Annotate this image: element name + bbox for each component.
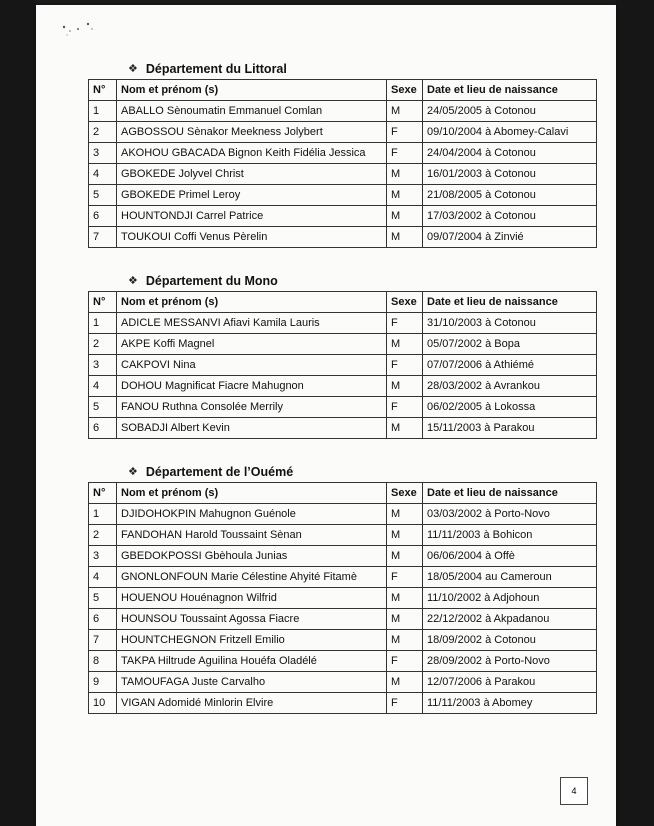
column-header-date: Date et lieu de naissance	[423, 80, 597, 101]
table-row	[89, 609, 597, 630]
cell-date: 28/03/2002 à Avrankou	[423, 376, 597, 397]
students-table	[88, 291, 597, 439]
diamond-bullet-icon: ❖	[128, 466, 138, 478]
table-row	[89, 418, 597, 439]
cell-sexe: M	[387, 630, 423, 651]
table-row	[89, 185, 597, 206]
cell-name: VIGAN Adomidé Minlorin Elvire	[117, 693, 387, 714]
cell-sexe: M	[387, 504, 423, 525]
cell-sexe: M	[387, 185, 423, 206]
table-row	[89, 672, 597, 693]
cell-name: GNONLONFOUN Marie Célestine Ahyité Fitamè	[117, 567, 387, 588]
diamond-bullet-icon: ❖	[128, 63, 138, 75]
section-oueme	[88, 462, 596, 714]
cell-sexe: F	[387, 355, 423, 376]
table-row	[89, 143, 597, 164]
table-row	[89, 206, 597, 227]
cell-no: 2	[89, 525, 117, 546]
cell-date: 11/11/2003 à Abomey	[423, 693, 597, 714]
column-header-sexe: Sexe	[387, 483, 423, 504]
table-row	[89, 588, 597, 609]
column-header-name: Nom et prénom (s)	[117, 483, 387, 504]
cell-name: ADICLE MESSANVI Afiavi Kamila Lauris	[117, 313, 387, 334]
table-row	[89, 313, 597, 334]
cell-sexe: F	[387, 693, 423, 714]
cell-date: 28/09/2002 à Porto-Novo	[423, 651, 597, 672]
cell-name: AKOHOU GBACADA Bignon Keith Fidélia Jessica	[117, 143, 387, 164]
cell-date: 06/06/2004 à Offè	[423, 546, 597, 567]
cell-sexe: F	[387, 397, 423, 418]
table-row	[89, 567, 597, 588]
cell-sexe: M	[387, 588, 423, 609]
diamond-bullet-icon: ❖	[128, 275, 138, 287]
cell-sexe: M	[387, 376, 423, 397]
cell-sexe: F	[387, 651, 423, 672]
cell-date: 18/09/2002 à Cotonou	[423, 630, 597, 651]
table-row	[89, 651, 597, 672]
table-row	[89, 630, 597, 651]
cell-no: 3	[89, 143, 117, 164]
cell-sexe: F	[387, 143, 423, 164]
cell-name: GBOKEDE Jolyvel Christ	[117, 164, 387, 185]
column-header-name: Nom et prénom (s)	[117, 292, 387, 313]
cell-name: HOUNSOU Toussaint Agossa Fiacre	[117, 609, 387, 630]
cell-date: 09/10/2004 à Abomey-Calavi	[423, 122, 597, 143]
cell-no: 6	[89, 206, 117, 227]
cell-date: 11/11/2003 à Bohicon	[423, 525, 597, 546]
column-header-date: Date et lieu de naissance	[423, 483, 597, 504]
cell-date: 15/11/2003 à Parakou	[423, 418, 597, 439]
cell-name: HOUNTCHEGNON Fritzell Emilio	[117, 630, 387, 651]
cell-name: HOUENOU Houénagnon Wilfrid	[117, 588, 387, 609]
cell-date: 18/05/2004 au Cameroun	[423, 567, 597, 588]
section-heading	[88, 59, 596, 79]
cell-no: 1	[89, 504, 117, 525]
column-header-sexe: Sexe	[387, 80, 423, 101]
cell-no: 2	[89, 334, 117, 355]
table-header-row	[89, 483, 597, 504]
cell-no: 6	[89, 609, 117, 630]
table-row	[89, 101, 597, 122]
cell-sexe: M	[387, 334, 423, 355]
table-row	[89, 397, 597, 418]
cell-name: TAMOUFAGA Juste Carvalho	[117, 672, 387, 693]
cell-no: 5	[89, 588, 117, 609]
column-header-no: N°	[89, 483, 117, 504]
cell-sexe: M	[387, 525, 423, 546]
cell-sexe: F	[387, 567, 423, 588]
students-table	[88, 482, 597, 714]
cell-sexe: M	[387, 418, 423, 439]
cell-sexe: M	[387, 672, 423, 693]
cell-sexe: F	[387, 313, 423, 334]
cell-no: 8	[89, 651, 117, 672]
section-title: Département du Littoral	[145, 62, 287, 76]
cell-name: DJIDOHOKPIN Mahugnon Guénole	[117, 504, 387, 525]
cell-name: SOBADJI Albert Kevin	[117, 418, 387, 439]
table-row	[89, 334, 597, 355]
cell-sexe: M	[387, 206, 423, 227]
column-header-date: Date et lieu de naissance	[423, 292, 597, 313]
table-row	[89, 504, 597, 525]
cell-no: 7	[89, 227, 117, 248]
cell-sexe: M	[387, 546, 423, 567]
cell-name: HOUNTONDJI Carrel Patrice	[117, 206, 387, 227]
students-table	[88, 79, 597, 248]
cell-sexe: M	[387, 609, 423, 630]
cell-name: CAKPOVI Nina	[117, 355, 387, 376]
cell-date: 06/02/2005 à Lokossa	[423, 397, 597, 418]
cell-date: 24/04/2004 à Cotonou	[423, 143, 597, 164]
page-number: 4	[560, 777, 588, 805]
cell-no: 7	[89, 630, 117, 651]
cell-name: TOUKOUI Coffi Venus Pèrelin	[117, 227, 387, 248]
cell-name: FANOU Ruthna Consolée Merrily	[117, 397, 387, 418]
cell-name: DOHOU Magnificat Fiacre Mahugnon	[117, 376, 387, 397]
cell-date: 17/03/2002 à Cotonou	[423, 206, 597, 227]
table-row	[89, 227, 597, 248]
cell-date: 16/01/2003 à Cotonou	[423, 164, 597, 185]
table-row	[89, 525, 597, 546]
cell-date: 12/07/2006 à Parakou	[423, 672, 597, 693]
section-heading	[88, 271, 596, 291]
cell-no: 1	[89, 313, 117, 334]
document-page	[36, 5, 616, 826]
column-header-name: Nom et prénom (s)	[117, 80, 387, 101]
cell-sexe: M	[387, 227, 423, 248]
cell-no: 4	[89, 376, 117, 397]
scan-specks	[58, 15, 118, 45]
cell-sexe: M	[387, 101, 423, 122]
cell-no: 4	[89, 567, 117, 588]
cell-sexe: M	[387, 164, 423, 185]
cell-name: AGBOSSOU Sènakor Meekness Jolybert	[117, 122, 387, 143]
cell-sexe: F	[387, 122, 423, 143]
cell-no: 10	[89, 693, 117, 714]
cell-no: 3	[89, 355, 117, 376]
cell-date: 11/10/2002 à Adjohoun	[423, 588, 597, 609]
cell-date: 31/10/2003 à Cotonou	[423, 313, 597, 334]
cell-no: 9	[89, 672, 117, 693]
cell-name: AKPE Koffi Magnel	[117, 334, 387, 355]
table-row	[89, 546, 597, 567]
section-title: Département du Mono	[145, 274, 278, 288]
table-row	[89, 376, 597, 397]
table-row	[89, 355, 597, 376]
cell-no: 5	[89, 397, 117, 418]
section-heading	[88, 462, 596, 482]
cell-date: 09/07/2004 à Zinvié	[423, 227, 597, 248]
cell-no: 3	[89, 546, 117, 567]
cell-no: 5	[89, 185, 117, 206]
table-row	[89, 693, 597, 714]
cell-date: 05/07/2002 à Bopa	[423, 334, 597, 355]
cell-date: 21/08/2005 à Cotonou	[423, 185, 597, 206]
cell-date: 07/07/2006 à Athiémé	[423, 355, 597, 376]
table-row	[89, 122, 597, 143]
table-header-row	[89, 292, 597, 313]
scan-border-right	[616, 0, 654, 826]
cell-name: GBOKEDE Primel Leroy	[117, 185, 387, 206]
column-header-no: N°	[89, 292, 117, 313]
cell-no: 1	[89, 101, 117, 122]
section-littoral	[88, 59, 596, 248]
table-header-row	[89, 80, 597, 101]
column-header-sexe: Sexe	[387, 292, 423, 313]
cell-no: 2	[89, 122, 117, 143]
cell-date: 22/12/2002 à Akpadanou	[423, 609, 597, 630]
cell-name: TAKPA Hiltrude Aguilina Houéfa Oladélé	[117, 651, 387, 672]
table-row	[89, 164, 597, 185]
column-header-no: N°	[89, 80, 117, 101]
scan-border-left	[0, 0, 36, 826]
cell-date: 03/03/2002 à Porto-Novo	[423, 504, 597, 525]
cell-no: 6	[89, 418, 117, 439]
section-title: Département de l’Ouémé	[145, 465, 294, 479]
cell-name: ABALLO Sènoumatin Emmanuel Comlan	[117, 101, 387, 122]
cell-date: 24/05/2005 à Cotonou	[423, 101, 597, 122]
cell-name: FANDOHAN Harold Toussaint Sènan	[117, 525, 387, 546]
section-mono	[88, 271, 596, 439]
cell-name: GBEDOKPOSSI Gbèhoula Junias	[117, 546, 387, 567]
cell-no: 4	[89, 164, 117, 185]
